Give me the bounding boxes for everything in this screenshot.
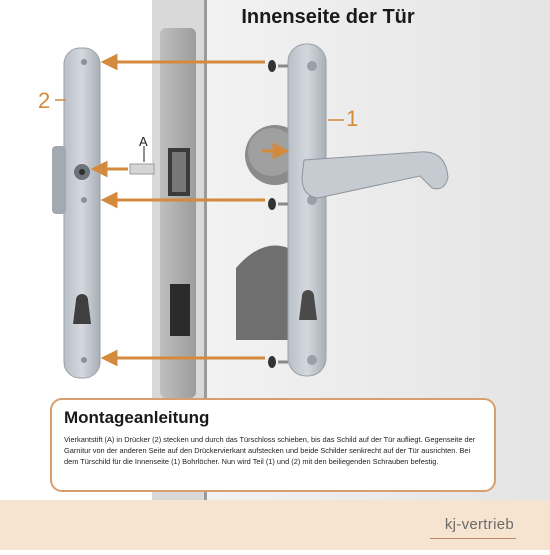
instructions-heading: Montageanleitung — [64, 408, 210, 427]
square-pin-a — [130, 164, 154, 174]
label-part-2: 2 — [38, 88, 51, 113]
lock-keyhole-slot — [170, 284, 190, 336]
inner-plate-1 — [288, 44, 326, 376]
instructions-text: Vierkantstift (A) in Drücker (2) stecken und durch das Türschloss schieben, bis das Schild auf der Tür aufliegt. Gegenseite der Garnitur von der anderen Seite auf den Drückervierkant aufstecken und beide Schilder senkrecht auf der Tür ausrichten. Bei dem Türschild für die Innenseite (1) Bohrlöcher. Nun wird Teil (1) und (2) mit den beiliegenden Schrauben befestig. — [64, 435, 476, 466]
lock-faceplate — [160, 28, 196, 398]
outer-plate-2 — [64, 48, 100, 378]
brand-underline — [430, 538, 516, 539]
page-title: Innenseite der Tür — [241, 6, 415, 28]
instructions-panel — [50, 398, 496, 492]
label-part-1: 1 — [346, 106, 359, 131]
brand-logo: kj-vertrieb — [444, 516, 514, 533]
label-pin-a: A — [139, 134, 148, 149]
lock-latch-inner — [172, 152, 186, 192]
